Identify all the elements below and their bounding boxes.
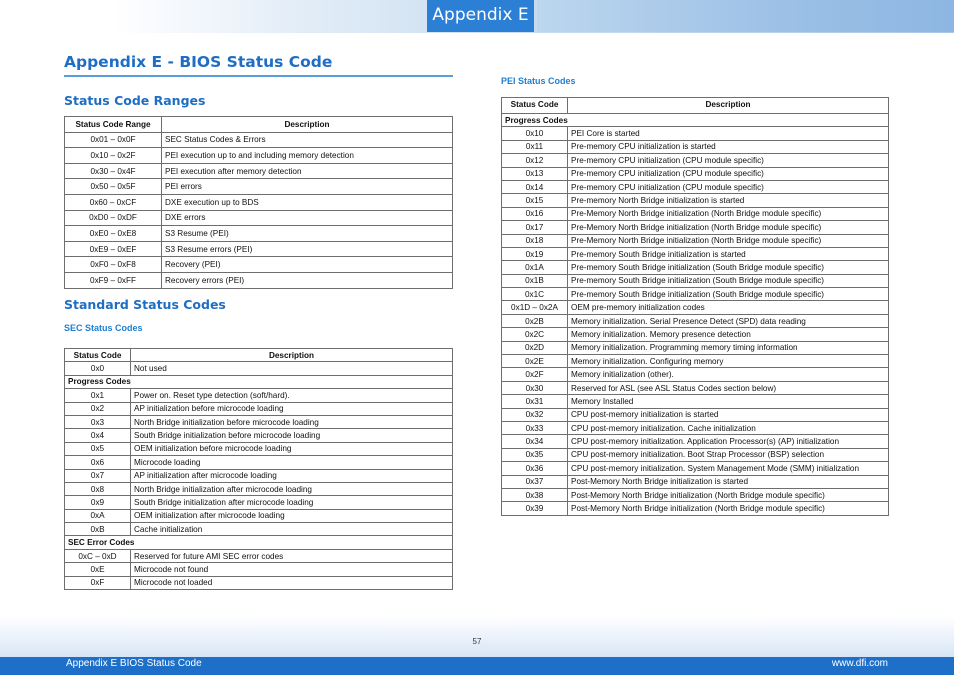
description-cell: PEI errors [162, 179, 453, 195]
table-row [502, 475, 889, 488]
table-row [65, 194, 453, 210]
description-cell: CPU post-memory initialization. Cache initialization [568, 421, 889, 434]
status-code-cell: 0x60 – 0xCF [65, 194, 162, 210]
status-code-cell: 0x7 [65, 469, 131, 482]
sec-col-code: Status Code [65, 349, 131, 362]
status-code-cell: 0xF9 – 0xFF [65, 272, 162, 288]
description-cell: Pre-Memory North Bridge initialization (North Bridge module specific) [568, 207, 889, 220]
table-row [65, 549, 453, 562]
status-code-cell: 0x35 [502, 448, 568, 461]
group-label: Progress Codes [65, 375, 453, 388]
description-cell: OEM initialization before microcode loading [131, 442, 453, 455]
table-row [502, 462, 889, 475]
description-cell: Memory initialization. Programming memory timing information [568, 341, 889, 354]
table-row [502, 381, 889, 394]
table-row [65, 576, 453, 589]
group-label: SEC Error Codes [65, 536, 453, 549]
table-row [502, 448, 889, 461]
table-row [65, 179, 453, 195]
table-row [65, 148, 453, 164]
description-cell: Recovery (PEI) [162, 257, 453, 273]
status-code-cell: 0x2E [502, 355, 568, 368]
description-cell: Post-Memory North Bridge initialization (North Bridge module specific) [568, 502, 889, 515]
status-code-cell: 0x12 [502, 154, 568, 167]
status-code-cell: 0x39 [502, 502, 568, 515]
description-cell: DXE execution up to BDS [162, 194, 453, 210]
status-code-cell: 0x2 [65, 402, 131, 415]
group-row [65, 536, 453, 549]
page-number: 57 [472, 637, 482, 646]
ranges-table [64, 116, 453, 289]
group-row [502, 114, 889, 127]
status-code-cell: 0x36 [502, 462, 568, 475]
status-code-cell: 0x1 [65, 389, 131, 402]
table-row [65, 456, 453, 469]
standard-heading: Standard Status Codes [64, 297, 226, 312]
status-code-cell: 0xF [65, 576, 131, 589]
status-code-cell: 0xD0 – 0xDF [65, 210, 162, 226]
header-accent [537, 0, 954, 32]
description-cell: OEM initialization after microcode loading [131, 509, 453, 522]
status-code-cell: 0x18 [502, 234, 568, 247]
description-cell: Memory initialization. Memory presence detection [568, 328, 889, 341]
status-code-cell: 0x1D – 0x2A [502, 301, 568, 314]
group-label: Progress Codes [502, 114, 889, 127]
status-code-cell: 0x17 [502, 221, 568, 234]
description-cell: Power on. Reset type detection (soft/hard). [131, 389, 453, 402]
table-row [65, 563, 453, 576]
description-cell: Microcode loading [131, 456, 453, 469]
description-cell: OEM pre-memory initialization codes [568, 301, 889, 314]
table-row [65, 429, 453, 442]
table-row [65, 402, 453, 415]
table-row [502, 154, 889, 167]
description-cell: CPU post-memory initialization is started [568, 408, 889, 421]
description-cell: Post-Memory North Bridge initialization (North Bridge module specific) [568, 488, 889, 501]
table-row [502, 261, 889, 274]
footer-section-label: Appendix E BIOS Status Code [66, 658, 202, 669]
footer-bar [0, 657, 954, 675]
description-cell: DXE errors [162, 210, 453, 226]
table-row [65, 389, 453, 402]
table-row [502, 395, 889, 408]
description-cell: Pre-memory South Bridge initialization (South Bridge module specific) [568, 288, 889, 301]
status-code-cell: 0xB [65, 523, 131, 536]
description-cell: Pre-memory South Bridge initialization is started [568, 247, 889, 260]
table-row [502, 341, 889, 354]
status-code-cell: 0x16 [502, 207, 568, 220]
table-row [65, 226, 453, 242]
description-cell: CPU post-memory initialization. System Management Mode (SMM) initialization [568, 462, 889, 475]
description-cell: North Bridge initialization before microcode loading [131, 415, 453, 428]
description-cell: North Bridge initialization after microcode loading [131, 482, 453, 495]
status-code-cell: 0x5 [65, 442, 131, 455]
sec-col-desc: Description [131, 349, 453, 362]
table-row [502, 488, 889, 501]
footer-website: www.dfi.com [831, 658, 888, 669]
status-code-cell: 0x3 [65, 415, 131, 428]
status-code-cell: 0x10 – 0x2F [65, 148, 162, 164]
description-cell: PEI execution after memory detection [162, 163, 453, 179]
table-row [502, 140, 889, 153]
description-cell: Memory Installed [568, 395, 889, 408]
description-cell: Microcode not loaded [131, 576, 453, 589]
table-row [502, 207, 889, 220]
table-row [502, 288, 889, 301]
pei-table [501, 97, 889, 516]
status-code-cell: 0xC – 0xD [65, 549, 131, 562]
status-code-cell: 0x01 – 0x0F [65, 132, 162, 148]
description-cell: Pre-Memory North Bridge initialization (North Bridge module specific) [568, 221, 889, 234]
description-cell: Microcode not found [131, 563, 453, 576]
table-row [502, 355, 889, 368]
table-row [502, 502, 889, 515]
status-code-cell: 0x11 [502, 140, 568, 153]
description-cell: PEI execution up to and including memory detection [162, 148, 453, 164]
table-row [65, 132, 453, 148]
description-cell: PEI Core is started [568, 127, 889, 140]
description-cell: Memory initialization. Configuring memory [568, 355, 889, 368]
description-cell: Pre-memory CPU initialization is started [568, 140, 889, 153]
status-code-cell: 0x1A [502, 261, 568, 274]
description-cell: CPU post-memory initialization. Application Processor(s) (AP) initialization [568, 435, 889, 448]
status-code-cell: 0xA [65, 509, 131, 522]
table-row [502, 301, 889, 314]
status-code-cell: 0x33 [502, 421, 568, 434]
table-row [502, 194, 889, 207]
table-row [502, 180, 889, 193]
table-row [65, 362, 453, 375]
sec-heading: SEC Status Codes [64, 323, 143, 333]
status-code-cell: 0xE9 – 0xEF [65, 241, 162, 257]
description-cell: Pre-memory CPU initialization (CPU module specific) [568, 180, 889, 193]
description-cell: South Bridge initialization after microcode loading [131, 496, 453, 509]
status-code-cell: 0x10 [502, 127, 568, 140]
status-code-cell: 0x2B [502, 314, 568, 327]
description-cell: S3 Resume errors (PEI) [162, 241, 453, 257]
status-code-cell: 0x2F [502, 368, 568, 381]
table-row [502, 408, 889, 421]
table-row [65, 257, 453, 273]
table-row [65, 496, 453, 509]
status-code-cell: 0x30 – 0x4F [65, 163, 162, 179]
description-cell: Memory initialization. Serial Presence Detect (SPD) data reading [568, 314, 889, 327]
title-divider [64, 75, 453, 77]
status-code-cell: 0x2D [502, 341, 568, 354]
status-code-cell: 0x30 [502, 381, 568, 394]
pei-col-desc: Description [568, 98, 889, 114]
description-cell: Post-Memory North Bridge initialization is started [568, 475, 889, 488]
description-cell: Cache initialization [131, 523, 453, 536]
status-code-cell: 0x15 [502, 194, 568, 207]
table-row [502, 274, 889, 287]
table-row [502, 328, 889, 341]
description-cell: AP initialization after microcode loading [131, 469, 453, 482]
table-row [502, 167, 889, 180]
group-row [65, 375, 453, 388]
status-code-cell: 0x8 [65, 482, 131, 495]
status-code-cell: 0x38 [502, 488, 568, 501]
status-code-cell: 0x37 [502, 475, 568, 488]
status-code-cell: 0x19 [502, 247, 568, 260]
description-cell: Pre-memory North Bridge initialization is started [568, 194, 889, 207]
status-code-cell: 0x50 – 0x5F [65, 179, 162, 195]
table-row [65, 523, 453, 536]
description-cell: Pre-Memory North Bridge initialization (North Bridge module specific) [568, 234, 889, 247]
table-row [502, 314, 889, 327]
table-row [502, 368, 889, 381]
table-row [502, 221, 889, 234]
table-row [65, 482, 453, 495]
table-row [65, 241, 453, 257]
status-code-cell: 0xE0 – 0xE8 [65, 226, 162, 242]
description-cell: Recovery errors (PEI) [162, 272, 453, 288]
section-tab: Appendix E [427, 0, 534, 32]
table-row [65, 272, 453, 288]
status-code-cell: 0x6 [65, 456, 131, 469]
status-code-cell: 0x1C [502, 288, 568, 301]
description-cell: CPU post-memory initialization. Boot Strap Processor (BSP) selection [568, 448, 889, 461]
status-code-cell: 0x4 [65, 429, 131, 442]
description-cell: Memory initialization (other). [568, 368, 889, 381]
status-code-cell: 0x31 [502, 395, 568, 408]
table-row [502, 127, 889, 140]
status-code-cell: 0x34 [502, 435, 568, 448]
description-cell: S3 Resume (PEI) [162, 226, 453, 242]
description-cell: Pre-memory South Bridge initialization (South Bridge module specific) [568, 274, 889, 287]
pei-col-code: Status Code [502, 98, 568, 114]
table-row [502, 247, 889, 260]
description-cell: Reserved for future AMI SEC error codes [131, 549, 453, 562]
status-code-cell: 0xE [65, 563, 131, 576]
status-code-cell: 0x2C [502, 328, 568, 341]
ranges-heading: Status Code Ranges [64, 93, 206, 108]
table-row [65, 442, 453, 455]
description-cell: Not used [131, 362, 453, 375]
ranges-col-code: Status Code Range [65, 117, 162, 133]
status-code-cell: 0x9 [65, 496, 131, 509]
table-row [65, 210, 453, 226]
table-row [65, 469, 453, 482]
table-row [65, 163, 453, 179]
description-cell: Pre-memory CPU initialization (CPU module specific) [568, 167, 889, 180]
page-title: Appendix E - BIOS Status Code [64, 53, 333, 71]
status-code-cell: 0x0 [65, 362, 131, 375]
status-code-cell: 0x1B [502, 274, 568, 287]
description-cell: Reserved for ASL (see ASL Status Codes section below) [568, 381, 889, 394]
status-code-cell: 0x32 [502, 408, 568, 421]
description-cell: Pre-memory South Bridge initialization (South Bridge module specific) [568, 261, 889, 274]
description-cell: South Bridge initialization before microcode loading [131, 429, 453, 442]
status-code-cell: 0x14 [502, 180, 568, 193]
table-row [65, 415, 453, 428]
sec-table [64, 348, 453, 590]
description-cell: SEC Status Codes & Errors [162, 132, 453, 148]
table-row [502, 234, 889, 247]
status-code-cell: 0x13 [502, 167, 568, 180]
table-row [502, 435, 889, 448]
table-row [65, 509, 453, 522]
status-code-cell: 0xF0 – 0xF8 [65, 257, 162, 273]
description-cell: AP initialization before microcode loading [131, 402, 453, 415]
description-cell: Pre-memory CPU initialization (CPU module specific) [568, 154, 889, 167]
pei-heading: PEI Status Codes [501, 76, 576, 86]
ranges-col-desc: Description [162, 117, 453, 133]
table-row [502, 421, 889, 434]
